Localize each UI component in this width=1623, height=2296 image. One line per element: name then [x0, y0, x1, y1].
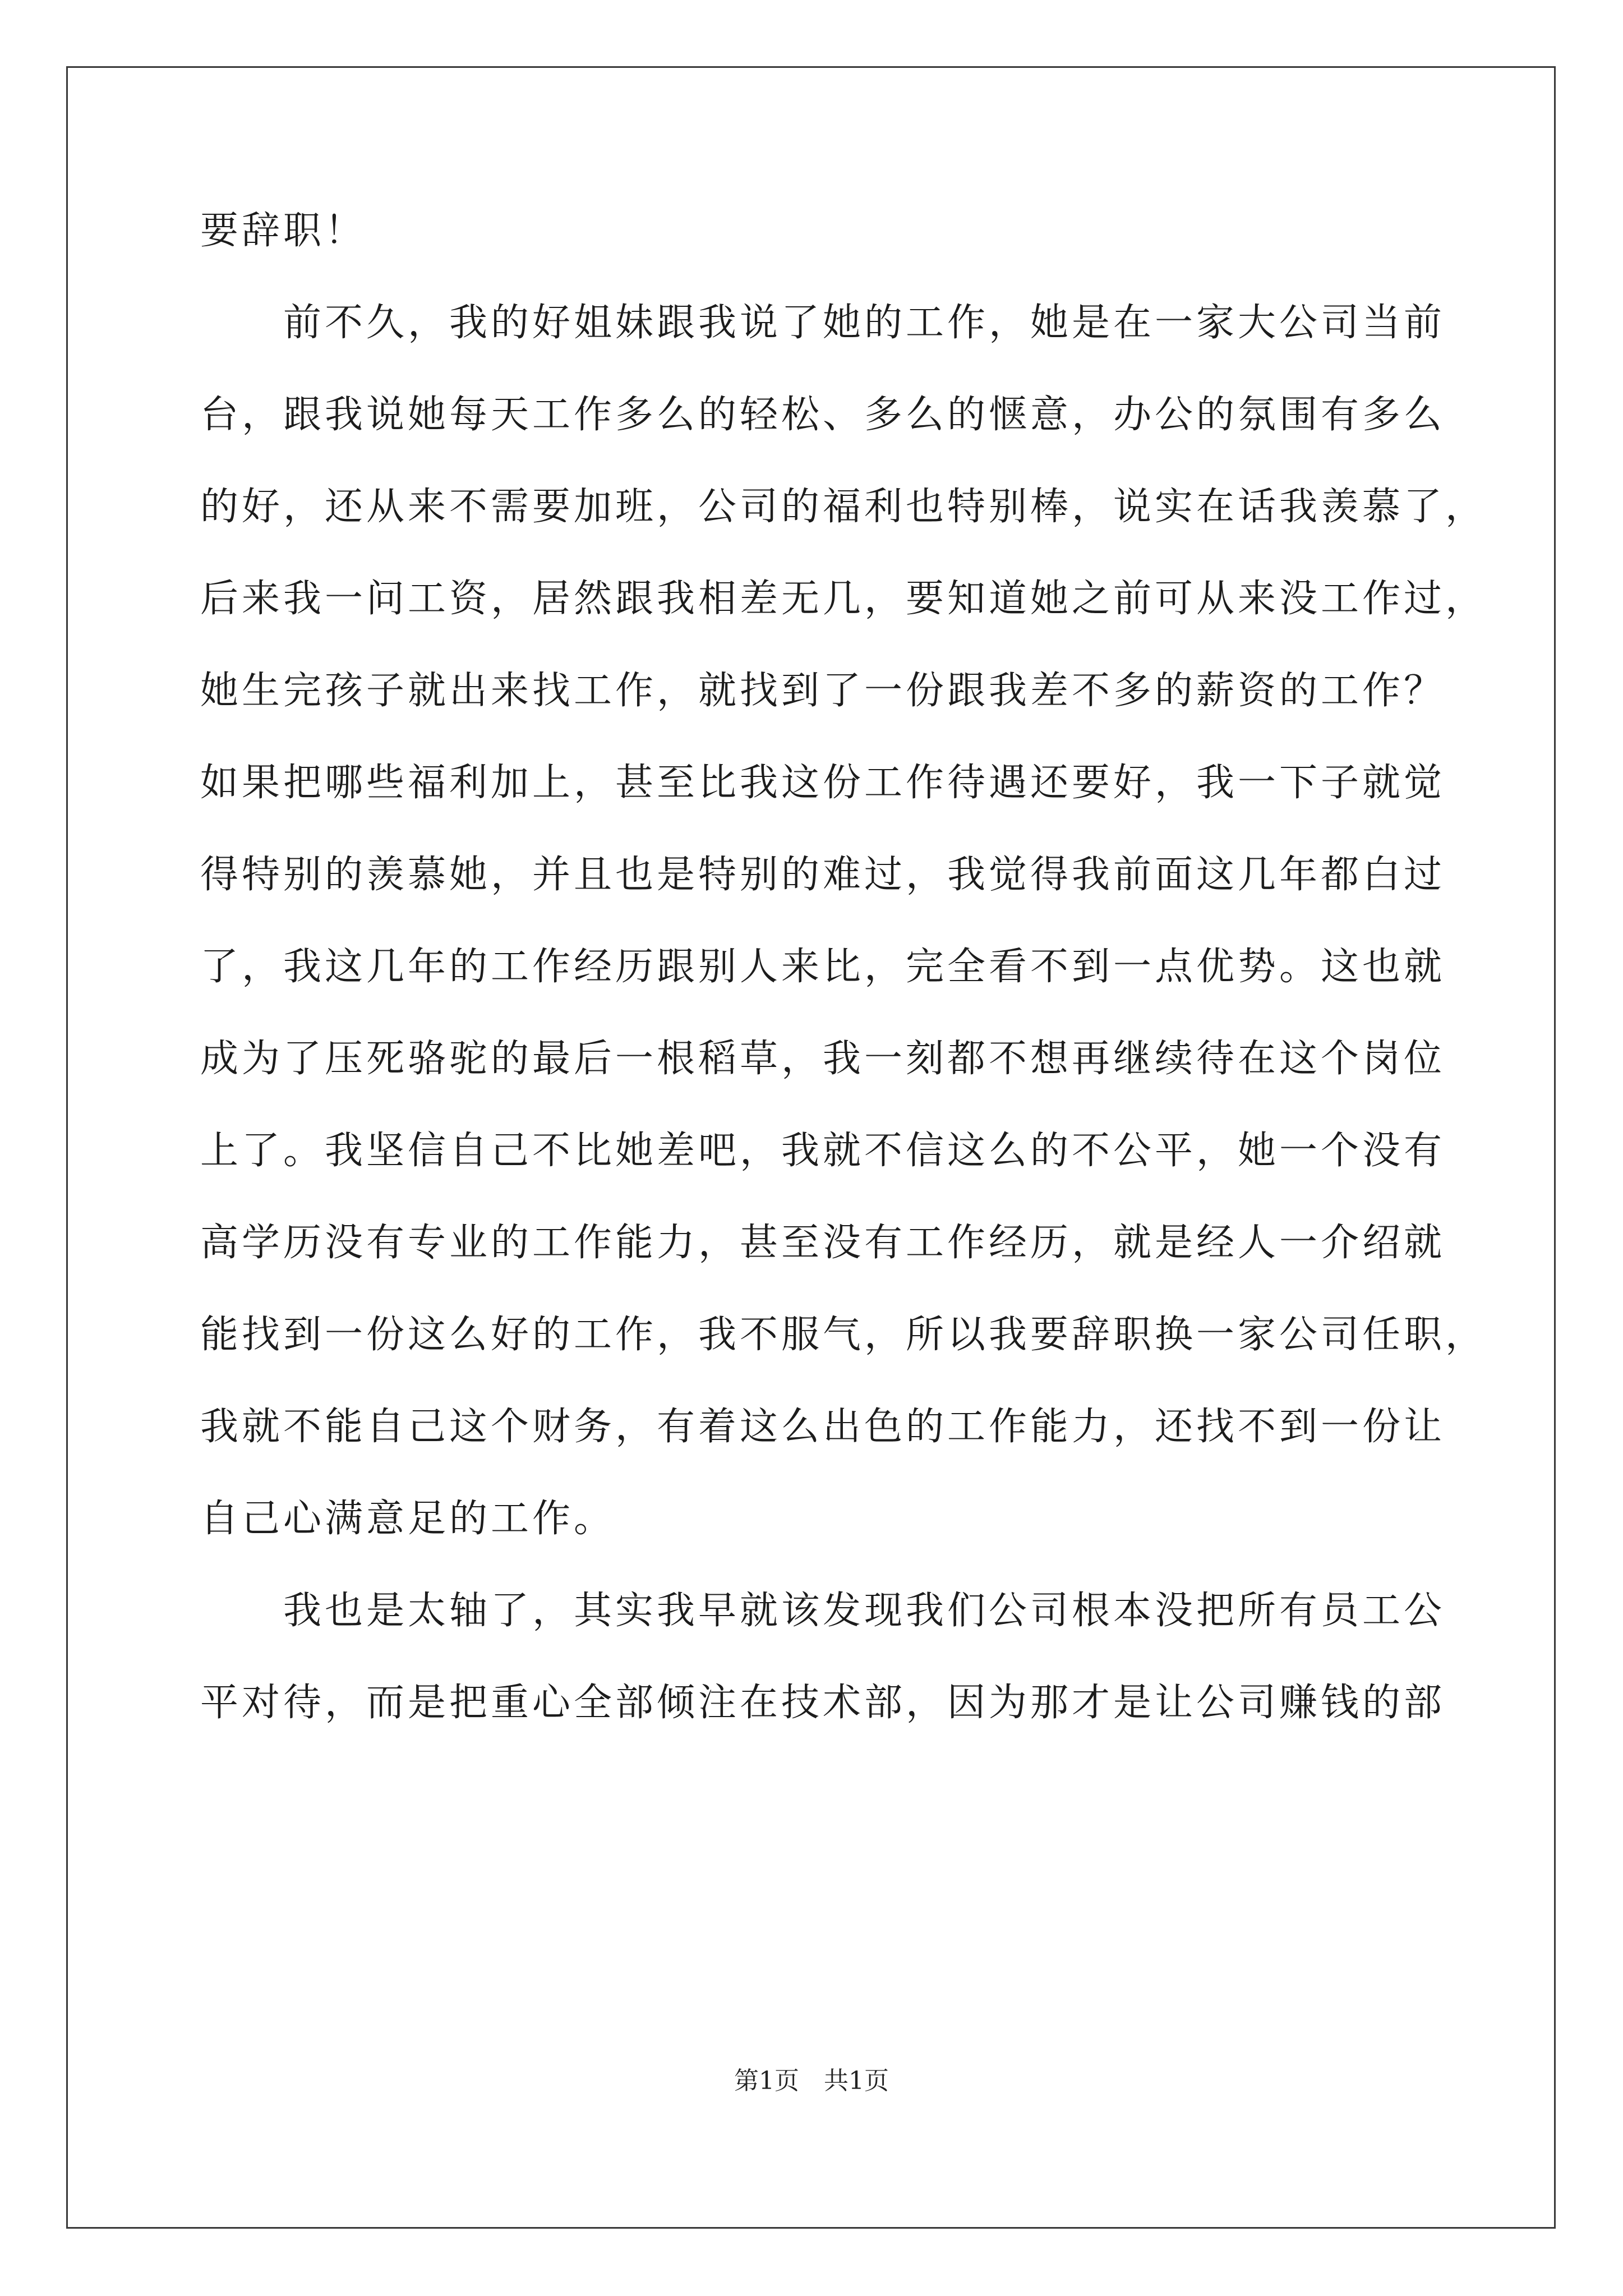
text-line: 如果把哪些福利加上，甚至比我这份工作待遇还要好，我一下子就觉	[200, 761, 1446, 805]
text-line: 我就不能自己这个财务，有着这么出色的工作能力，还找不到一份让	[200, 1405, 1446, 1449]
text-line: 平对待，而是把重心全部倾注在技术部，因为那才是让公司赚钱的部	[200, 1681, 1446, 1725]
page-current: 第1页	[734, 2067, 799, 2095]
text-line: 了，我这几年的工作经历跟别人来比，完全看不到一点优势。这也就	[200, 945, 1446, 989]
text-line: 自己心满意足的工作。	[200, 1497, 616, 1541]
text-line: 得特别的羡慕她，并且也是特别的难过，我觉得我前面这几年都白过	[200, 853, 1446, 897]
text-line: 能找到一份这么好的工作，我不服气，所以我要辞职换一家公司任职，	[200, 1313, 1487, 1357]
paragraph-first-line: 前不久，我的好姐妹跟我说了她的工作，她是在一家大公司当前	[283, 301, 1446, 345]
paragraph-first-line: 我也是太轴了，其实我早就该发现我们公司根本没把所有员工公	[283, 1589, 1446, 1633]
page-total: 共1页	[824, 2067, 889, 2095]
page-footer	[0, 2064, 1623, 2098]
text-line: 要辞职！	[200, 209, 367, 253]
text-line: 她生完孩子就出来找工作，就找到了一份跟我差不多的薪资的工作？	[200, 669, 1446, 713]
text-line: 的好，还从来不需要加班，公司的福利也特别棒，说实在话我羡慕了，	[200, 485, 1487, 529]
text-line: 后来我一问工资，居然跟我相差无几，要知道她之前可从来没工作过，	[200, 577, 1487, 621]
text-line: 高学历没有专业的工作能力，甚至没有工作经历，就是经人一介绍就	[200, 1221, 1446, 1265]
text-line: 成为了压死骆驼的最后一根稻草，我一刻都不想再继续待在这个岗位	[200, 1037, 1446, 1081]
text-line: 台，跟我说她每天工作多么的轻松、多么的惬意，办公的氛围有多么	[200, 393, 1446, 437]
text-line: 上了。我坚信自己不比她差吧，我就不信这么的不公平，她一个没有	[200, 1129, 1446, 1173]
